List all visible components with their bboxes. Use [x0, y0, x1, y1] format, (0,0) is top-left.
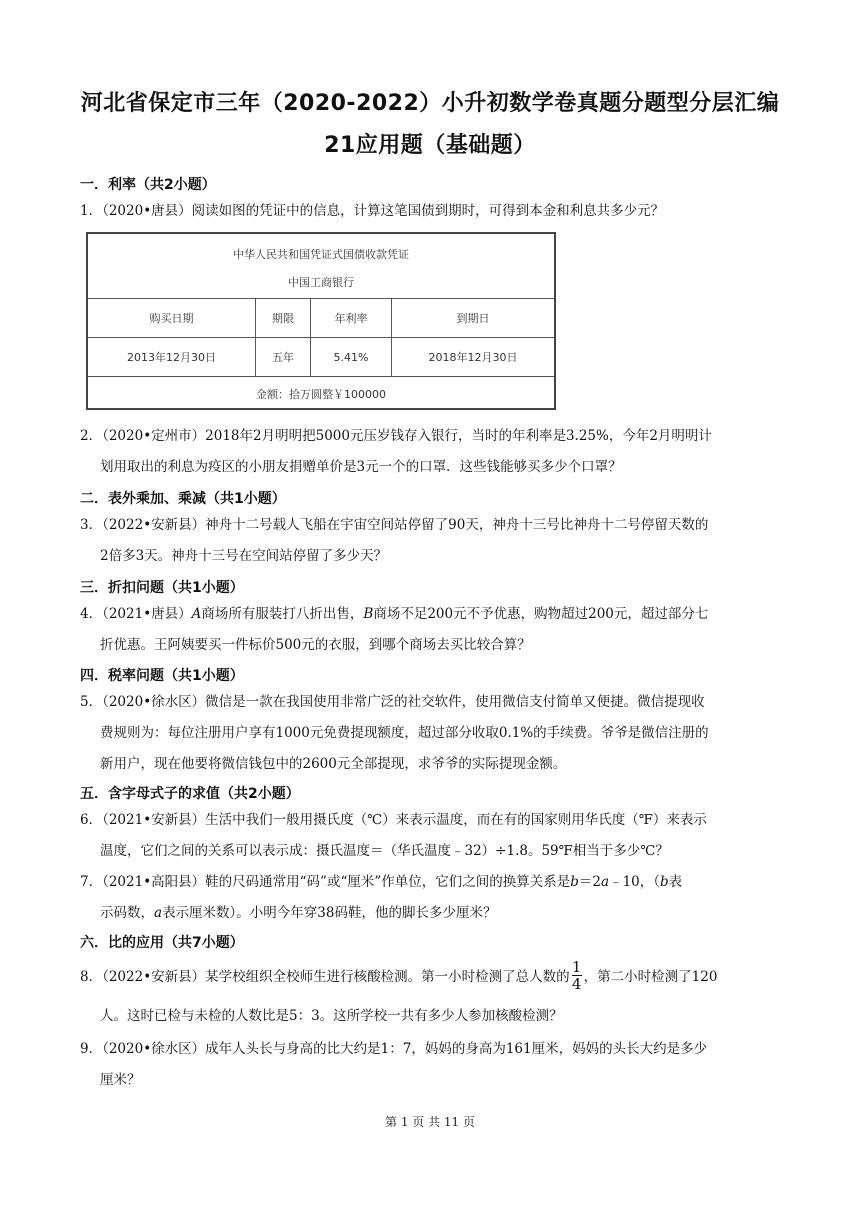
section-heading-multiplication: 二．表外乘加、乘减（共1小题） [80, 491, 286, 507]
question-7-line2-pre: 示码数， [100, 905, 154, 921]
question-7-post: ﹣10，（ [609, 874, 661, 890]
question-4-line2: 折优惠。王阿姨要买一件标价500元的衣服，到哪个商场去买比较合算？ [100, 637, 531, 653]
question-6-line2: 温度，它们之间的关系可以表示成：摄氏温度＝（华氏温度﹣32）÷1.8。59℉相当于多少℃？ [100, 843, 669, 859]
section-heading-interest-rate: 一．利率（共2小题） [80, 177, 216, 193]
question-7-prefix: 7．（2021•高阳县）鞋的尺码通常用“码”或“厘米”作单位，它们之间的换算关系是 [80, 874, 571, 890]
question-4-prefix: 4．（2021•唐县） [80, 606, 192, 622]
question-8-line1 [80, 957, 780, 997]
voucher-col-rate: 年利率 [311, 299, 392, 337]
question-8-line2: 人。这时已检与未检的人数比是5：3。这所学校一共有多少人参加核酸检测？ [100, 1008, 563, 1024]
question-4 [80, 599, 780, 661]
question-7 [80, 867, 780, 929]
voucher-value-row [88, 338, 554, 377]
voucher-header-row [88, 299, 554, 338]
question-4-mid: 商场所有服装打八折出售， [201, 606, 364, 622]
question-4-line1 [80, 599, 780, 630]
question-3-line2: 2倍多3天。神舟十三号在空间站停留了多少天？ [100, 548, 388, 564]
variable-b: b [570, 874, 579, 890]
question-7-line2-post: 表示厘米数）。小明今年穿38码鞋，他的脚长多少厘米？ [162, 905, 497, 921]
question-9-line1: 9．（2020•徐水区）成年人头长与身高的比大约是1：7，妈妈的身高为161厘米，妈妈的头长大约是多少 [80, 1041, 708, 1057]
question-4-post: 商场不足200元不予优惠，购物超过200元，超过部分七 [373, 606, 709, 622]
question-3 [80, 510, 780, 572]
question-5-line2: 费规则为：每位注册用户享有1000元免费提现额度，超过部分收取0.1%的手续费。爷爷是微信注册的 [100, 725, 709, 741]
question-8 [80, 957, 780, 1032]
question-2-line2: 划用取出的利息为疫区的小朋友捐赠单价是3元一个的口罩．这些钱能够买多少个口罩？ [100, 459, 622, 475]
variable-b: B [363, 606, 374, 622]
question-9-line2: 厘米？ [100, 1072, 141, 1088]
fraction-one-quarter [572, 959, 582, 992]
question-9 [80, 1034, 780, 1096]
variable-b: b [660, 874, 669, 890]
fraction-numerator: 1 [571, 958, 582, 976]
document-title: 河北省保定市三年（2020-2022）小升初数学卷真题分题型分层汇编 [80, 91, 780, 116]
question-1-text: 1．（2020•唐县）阅读如图的凭证中的信息，计算这笔国债到期时，可得到本金和利息共多少元？ [80, 203, 665, 219]
voucher-col-due: 到期日 [456, 312, 490, 325]
variable-a: a [154, 905, 163, 921]
question-1 [80, 196, 780, 227]
section-heading-tax-rate: 四．税率问题（共1小题） [80, 668, 244, 684]
question-2-line1: 2．（2020•定州市）2018年2月明明把5000元压岁钱存入银行，当时的年利率是3.25%，今年2月明明计 [80, 428, 712, 444]
fraction-denominator: 4 [571, 975, 582, 993]
question-6 [80, 805, 780, 867]
question-3-line1: 3．（2022•安新县）神舟十二号载人飞船在宇宙空间站停留了90天，神舟十三号比神舟十二号停留天数的 [80, 517, 709, 533]
question-2 [80, 421, 780, 483]
section-heading-ratio: 六．比的应用（共7小题） [80, 935, 244, 951]
voucher-term: 五年 [256, 338, 311, 376]
bond-voucher-image [86, 232, 556, 410]
question-6-line1: 6．（2021•安新县）生活中我们一般用摄氏度（℃）来表示温度，而在有的国家则用华氏度（℉）来表示 [80, 812, 707, 828]
document-subtitle: 21应用题（基础题） [324, 133, 536, 158]
question-8-post: ，第二小时检测了120 [583, 969, 718, 985]
question-5-line1: 5．（2020•徐水区）微信是一款在我国使用非常广泛的社交软件，使用微信支付简单又便捷。微信提现收 [80, 694, 705, 710]
question-7-end: 表 [668, 874, 683, 890]
section-heading-letter-expression: 五．含字母式子的求值（共2小题） [80, 786, 300, 802]
question-7-eq: ＝2 [578, 874, 602, 890]
question-5 [80, 687, 780, 780]
voucher-buy-date: 2013年12月30日 [88, 338, 256, 376]
variable-a: a [601, 874, 610, 890]
voucher-header [88, 234, 554, 299]
question-7-line2 [80, 898, 780, 929]
page-footer: 第 1 页 共 11 页 [385, 1115, 475, 1129]
voucher-rate: 5.41% [311, 338, 392, 376]
voucher-title: 中华人民共和国凭证式国债收款凭证 [233, 248, 409, 261]
question-7-line1 [80, 867, 780, 898]
section-heading-discount: 三．折扣问题（共1小题） [80, 580, 244, 596]
voucher-bank: 中国工商银行 [288, 276, 354, 289]
question-5-line3: 新用户，现在他要将微信钱包中的2600元全部提现，求爷爷的实际提现金额。 [100, 756, 567, 772]
question-8-prefix: 8．（2022•安新县）某学校组织全校师生进行核酸检测。第一小时检测了总人数的 [80, 969, 570, 985]
voucher-amount: 金额：拾万圆整￥100000 [256, 388, 386, 401]
variable-a: A [191, 606, 202, 622]
voucher-col-buy-date: 购买日期 [88, 299, 256, 337]
voucher-due-date: 2018年12月30日 [428, 351, 518, 364]
voucher-col-term: 期限 [256, 299, 311, 337]
